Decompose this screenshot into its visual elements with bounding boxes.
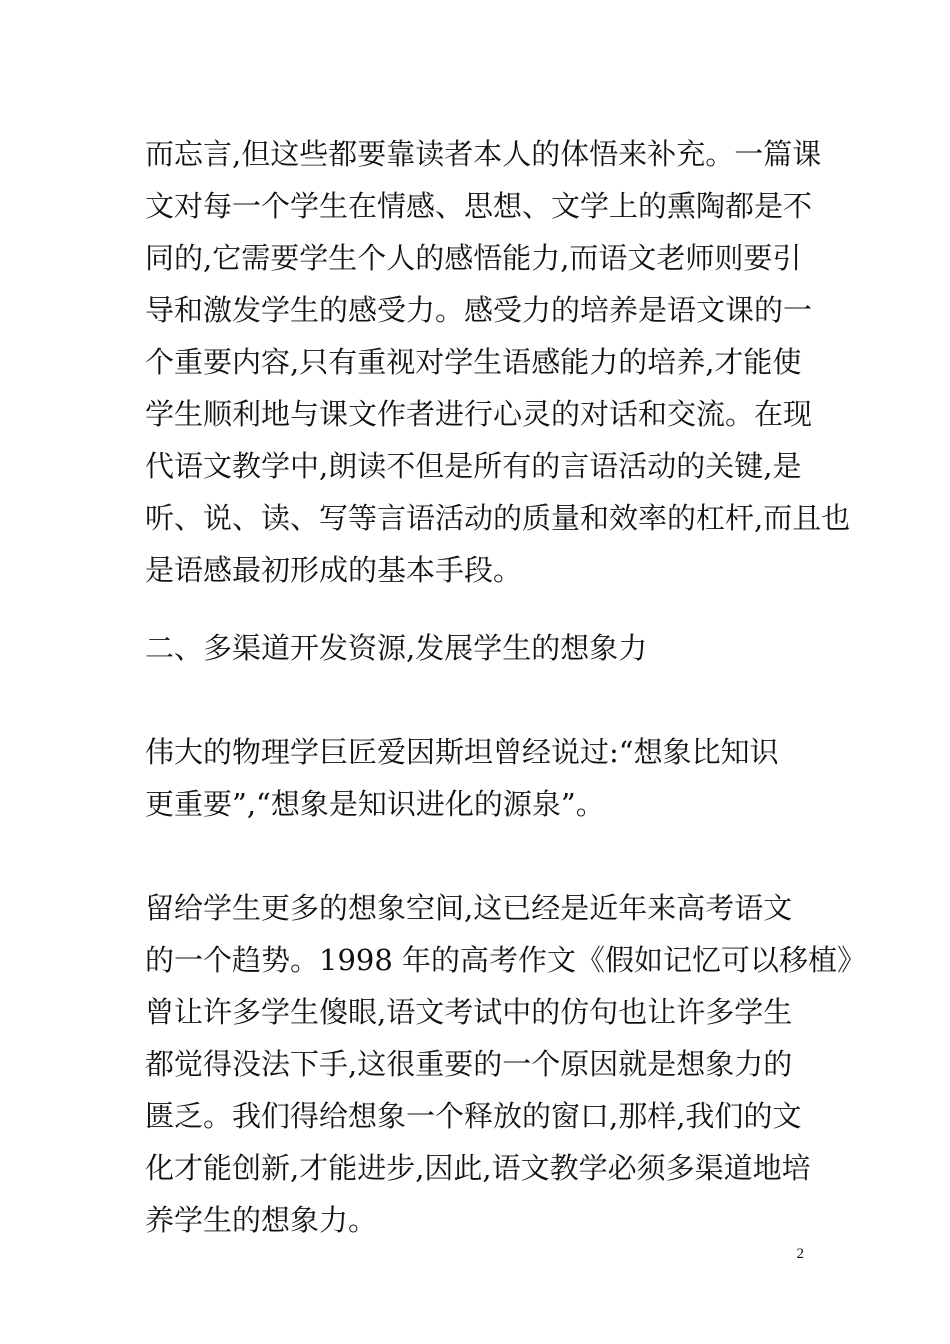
text-line: 听、说、读、写等言语活动的质量和效率的杠杆,而且也 xyxy=(145,501,851,535)
text-line: 学生顺利地与课文作者进行心灵的对话和交流。在现 xyxy=(145,397,813,431)
text-line: 留给学生更多的想象空间,这已经是近年来高考语文 xyxy=(145,891,793,925)
body-paragraph xyxy=(145,882,866,1246)
body-paragraph xyxy=(145,128,850,596)
text-line: 个重要内容,只有重视对学生语感能力的培养,才能使 xyxy=(145,345,802,379)
text-line: 文对每一个学生在情感、思想、文学上的熏陶都是不 xyxy=(145,189,813,223)
section-heading xyxy=(145,622,647,674)
text-line: 化才能创新,才能进步,因此,语文教学必须多渠道地培 xyxy=(145,1151,811,1185)
text-line: 而忘言,但这些都要靠读者本人的体悟来补充。一篇课 xyxy=(145,137,822,171)
text-line: 养学生的想象力。 xyxy=(145,1203,378,1237)
text-line: 二、多渠道开发资源,发展学生的想象力 xyxy=(145,631,648,665)
text-line: 的一个趋势。1998 年的高考作文《假如记忆可以移植》 xyxy=(145,943,867,977)
page-number: 2 xyxy=(796,1246,804,1262)
text-line: 同的,它需要学生个人的感悟能力,而语文老师则要引 xyxy=(145,241,802,275)
text-line: 导和激发学生的感受力。感受力的培养是语文课的一 xyxy=(145,293,813,327)
text-line: 都觉得没法下手,这很重要的一个原因就是想象力的 xyxy=(145,1047,793,1081)
text-line: 匮乏。我们得给想象一个释放的窗口,那样,我们的文 xyxy=(145,1099,802,1133)
body-paragraph xyxy=(145,726,779,830)
text-line: 代语文教学中,朗读不但是所有的言语活动的关键,是 xyxy=(145,449,802,483)
text-line: 是语感最初形成的基本手段。 xyxy=(145,553,523,587)
text-line: 更重要”,“想象是知识进化的源泉”。 xyxy=(145,787,605,821)
text-line: 伟大的物理学巨匠爱因斯坦曾经说过:“想象比知识 xyxy=(145,735,779,769)
text-line: 曾让许多学生傻眼,语文考试中的仿句也让许多学生 xyxy=(145,995,793,1029)
